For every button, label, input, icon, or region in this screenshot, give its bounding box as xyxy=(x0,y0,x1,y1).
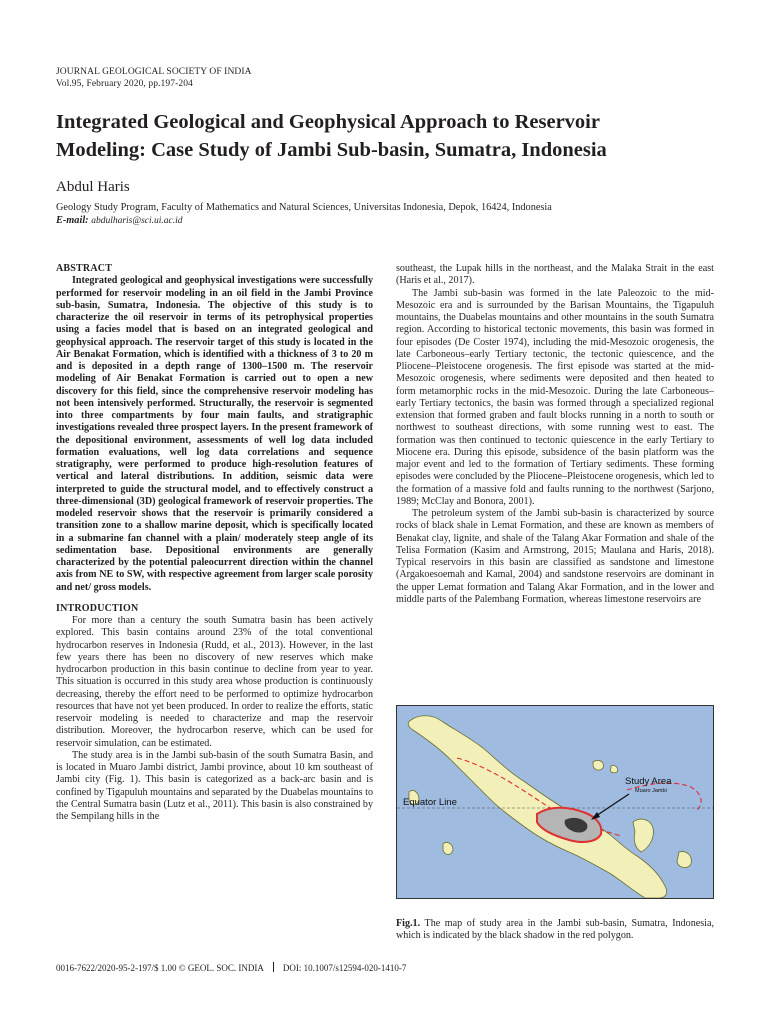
title-line-1: Integrated Geological and Geophysical Approach to Reservoir xyxy=(56,111,600,133)
intro-paragraph-2: The study area is in the Jambi sub-basin of the south Sumatra Basin, and is located in Muaro Jambi district, Jambi province, about 10 km southeast of Jambi city (Fig. 1). This basin is categorized as a back-arc basin and is confined by Tigapuluh mountains and separated by the Duabelas mountains to the Central Sumatra basin (Lutz et al., 2011). This basin is also constrained by the Sempilang hills in the xyxy=(56,749,373,822)
figure-caption xyxy=(396,918,714,943)
footer-separator xyxy=(273,962,274,972)
footer-code: 0016-7622/2020-95-2-197/$ 1.00 © GEOL. SOC. INDIA xyxy=(56,963,264,973)
equator-label: Equator Line xyxy=(403,797,457,808)
journal-issue: Vol.95, February 2020, pp.197-204 xyxy=(56,79,193,89)
body-paragraph-1: southeast, the Lupak hills in the northeast, and the Malaka Strait in the east (Haris et al., 2017). xyxy=(396,263,714,287)
figure-1-map xyxy=(396,705,714,899)
introduction-heading: INTRODUCTION xyxy=(56,602,139,614)
email-label: E-mail: xyxy=(56,215,89,226)
figure-caption-label: Fig.1. xyxy=(396,918,421,929)
study-area-sublabel: Muaro Jambi xyxy=(635,788,667,794)
journal-header xyxy=(56,66,252,90)
body-paragraph-2: The Jambi sub-basin was formed in the late Paleozoic to the mid-Mesozoic era and is surrounded by the Barisan Mountains, the Tigapuluh mountains, the Duabelas mountains and other mountains in the south Sumatra region. According to historical tectonic movements, this basin was formed in four episodes (De Coster 1974), including the mid-Mesozoic orogenesis, the late Carboneous–early Tertiary tectonic, the tectonic quiescence, and the Pliocene–Pleistocene orogenesis. The first episode was started at the mid-Mesozoic orogenesis, where sediments were deposited and then heated to form metamorphic rocks in the mid-Mesozoic. During the late Carboneous–early Tertiary tectonics, the basin was formed through a specialized regional extension that formed graben and fault blocks running in a north to south or northwest to southeast directions, with some running west to east. The formation was then continued to tectonic quiescence in the early Tertiary to Miocene era. During this episode, subsidence of the basin platform was the major event and led to the formation of Tertiary sediments. These forming episodes were concluded by the Pliocene–Pleistocene orogenesis, which led to the formation of a massive fold and faults running to the northwest (Sarjono, 1989; McClay and Bonora, 2001). xyxy=(396,287,714,507)
left-column xyxy=(56,263,373,823)
author-affiliation xyxy=(56,201,552,228)
intro-paragraph-1: For more than a century the south Sumatra basin has been actively explored. This basin contains around 23% of the total conventional hydrocarbon reserves in Indonesia (Rudd, et al., 2013). However, in the last few years there has been no discovery of new reserves which make hydrocarbon production in this basin continue to decline from year to year. This situation is occurred in this study area whose production is continuously decreasing, thereby the effort need to be performed to optimize hydrocarbon resources that have not yet been produced. In order to realize the efforts, static reservoir modeling is needed to characterize and map the reservoir distribution. Moreover, the hydrocarbon reserve, which can be used for reservoir simulation, can be estimated. xyxy=(56,615,373,749)
abstract-text: Integrated geological and geophysical investigations were successfully performed for reservoir modeling in an oil field in the Jambi Province sub-basin, Sumatra, Indonesia. The objective of this study is to characterize the oil reservoir in terms of its petrophysical properties using a facies model that is based on an integrated geological and geophysical approach. The reservoir target of this study is located in the Air Benakat Formation, which is identified with a thickness of 3 to 20 m and is deposited in a depth range of 1300–1500 m. The reservoir modeling of Air Benakat Formation is carried out to open a new discovery for this field, since the comprehensive reservoir modeling has not been intensively performed. Structurally, the reservoir is segmented into three compartments by four main faults, and stratigraphic investigations revealed three prospect layers. In the present framework of the depositional environment, assessments of well log data included formation evaluations, well log data correlations and sequence stratigraphy, were performed to produce high-resolution features of vertical and lateral distributions. In addition, seismic data were interpreted to guide the structural model, and to effectively construct a three-dimensional (3D) geological framework of reservoir properties. The modeled reservoir shows that the reservoir is primarily considered a transition zone to a shallow marine deposit, which is specifically located in a submarine fan channel with a plain/ moderately steep angle of its sedimentation base. Depositional environments are generally characterized by the potential paleocurrent direction within the channel axis from NE to SW, with respective agreement from larger scale porosity and net/ gross models. xyxy=(56,275,373,593)
author-name: Abdul Haris xyxy=(56,179,130,195)
page-footer xyxy=(56,962,406,973)
body-paragraph-3: The petroleum system of the Jambi sub-basin is characterized by source rocks of black shale in Lemat Formation, and these are known as members of Benakat clay, lignite, and shale of the Talang Akar Formation and shale of the Telisa Formation (Kasim and Armstrong, 2015; Maulana and Haris, 2018). Typical reservoirs in this basin are classified as sandstone and limestone (Argakoesoemah and Kamal, 2004) and sandstone reservoirs are dominant in the upper Lemat formation and Talang Akar Formation, and in the lower and middle parts of the Palembang Formation, whereas limestone reservoirs are xyxy=(396,508,714,605)
journal-name: JOURNAL GEOLOGICAL SOCIETY OF INDIA xyxy=(56,67,252,77)
paper-title xyxy=(56,108,716,164)
figure-caption-text: The map of study area in the Jambi sub-basin, Sumatra, Indonesia, which is indicated by the black shadow in the red polygon. xyxy=(396,918,714,942)
footer-doi[interactable]: DOI: 10.1007/s12594-020-1410-7 xyxy=(282,963,407,973)
email-link[interactable]: abdulharis@sci.ui.ac.id xyxy=(91,216,183,226)
title-line-2: Modeling: Case Study of Jambi Sub-basin, Sumatra, Indonesia xyxy=(56,139,607,161)
study-area-label: Study Area xyxy=(625,776,672,787)
email-line xyxy=(56,214,552,228)
sumatra-map-svg xyxy=(397,706,713,898)
abstract-heading: ABSTRACT xyxy=(56,263,113,274)
affiliation-text: Geology Study Program, Faculty of Mathematics and Natural Sciences, Universitas Indonesia, Depok, 16424, Indonesia xyxy=(56,202,552,213)
right-column xyxy=(396,263,714,606)
